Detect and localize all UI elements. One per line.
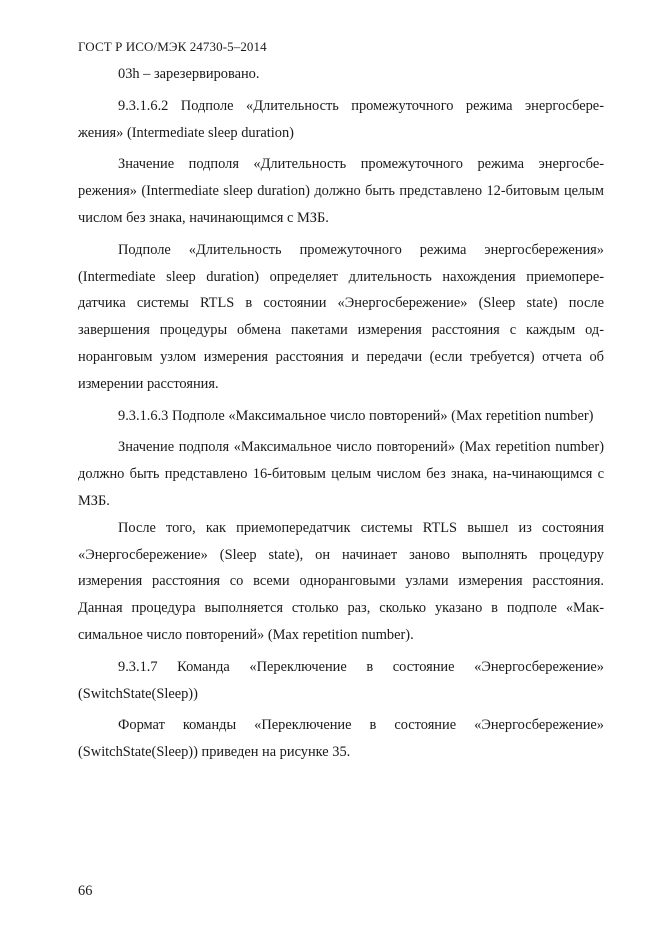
paragraph-sleep-duration-value: Значение подполя «Длительность промежуточного режима энергосбе-режения» (Intermediate sleep duration) должно быть представлено 12-битовым целым числом без знака, начинающимся с МЗБ. [78, 156, 604, 226]
document-header: ГОСТ Р ИСО/МЭК 24730-5–2014 [78, 39, 267, 54]
paragraph-max-repetition-description: После того, как приемопередатчик системы RTLS вышел из состояния «Энергосбережение» (Sleep state), он начинает заново выполнять процедуру измерения расстояния со всеми одноранговыми узлами измерения расстояния. Данная процедура выполняется столько раз, сколько указано в подполе «Мак-симальное число повторений» (Max repetition number). [78, 519, 604, 643]
paragraph-sleep-duration-description: Подполе «Длительность промежуточного режима энергосбережения» (Intermediate sleep duration) определяет длительность нахождения приемопере-датчика системы RTLS в состоянии «Энергосбережение» (Sleep state) после завершения процедуры обмена пакетами измерения расстояния с каждым од-норанговым узлом измерения расстояния и передачи (если требуется) отчета об измерении расстояния. [78, 241, 604, 392]
document-body [78, 61, 604, 766]
section-heading-9-3-1-6-2: 9.3.1.6.2 Подполе «Длительность промежуточного режима энергосбере-жения» (Intermediate sleep duration) [78, 97, 604, 141]
section-heading-9-3-1-6-3: 9.3.1.6.3 Подполе «Максимальное число повторений» (Max repetition number) [118, 407, 594, 424]
paragraph-reserved-value: 03h – зарезервировано. [118, 66, 260, 82]
paragraph-max-repetition-value: Значение подполя «Максимальное число повторений» (Max repetition number) должно быть представлено 16-битовым целым числом без знака, на-чинающимся с МЗБ. [78, 439, 604, 509]
paragraph-switchstate-format: Формат команды «Переключение в состояние «Энергосбережение» (SwitchState(Sleep)) приведен на рисунке 35. [78, 717, 604, 761]
section-heading-9-3-1-7: 9.3.1.7 Команда «Переключение в состояние «Энергосбережение» (SwitchState(Sleep)) [78, 658, 604, 702]
page-number: 66 [78, 883, 93, 899]
